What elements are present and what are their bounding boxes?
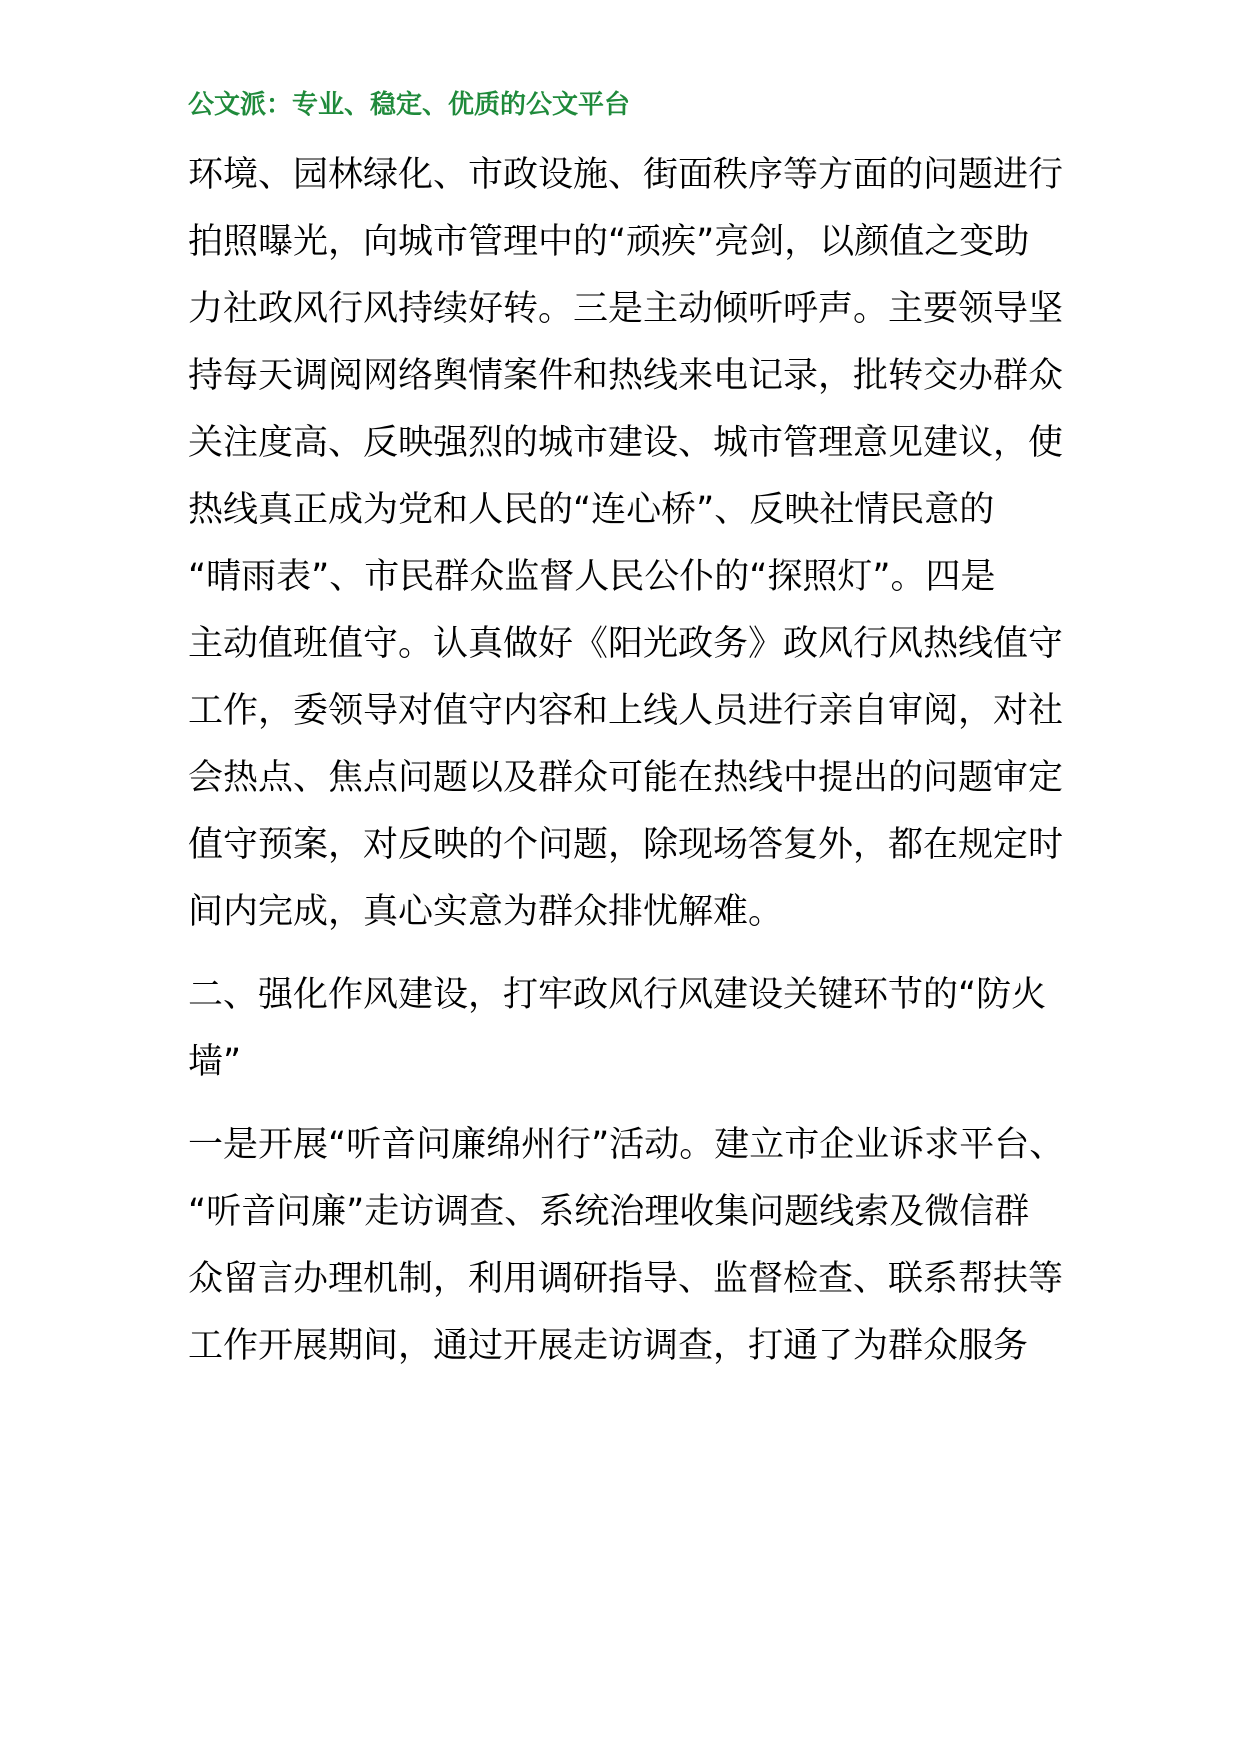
paragraph-line: 拍照曝光，向城市管理中的“顽疾”亮剑，以颜值之变助 <box>188 222 1030 262</box>
paragraph-line: 热线真正成为党和人民的“连心桥”、反映社情民意的 <box>188 490 995 530</box>
paragraph-line: 力社政风行风持续好转。三是主动倾听呼声。主要领导坚 <box>188 289 1064 329</box>
paragraph-line: 工作，委领导对值守内容和上线人员进行亲自审阅，对社 <box>188 691 1064 731</box>
paragraph-line: 持每天调阅网络舆情案件和热线来电记录，批转交办群众 <box>188 356 1064 396</box>
paragraph-line: 值守预案，对反映的个问题，除现场答复外，都在规定时 <box>188 825 1064 865</box>
paragraph-line: 间内完成，真心实意为群众排忧解难。 <box>188 892 784 932</box>
paragraph-line: 一是开展“听音问廉绵州行”活动。建立市企业诉求平台、 <box>188 1125 1065 1165</box>
paragraph-line: 众留言办理机制，利用调研指导、监督检查、联系帮扶等 <box>188 1259 1064 1299</box>
section-heading-line: 二、强化作风建设，打牢政风行风建设关键环节的“防火 <box>188 975 1047 1015</box>
section-heading-line: 墙” <box>188 1042 242 1082</box>
paragraph-line: “晴雨表”、市民群众监督人民公仆的“探照灯”。四是 <box>188 557 996 597</box>
paragraph-line: “听音问廉”走访调查、系统治理收集问题线索及微信群 <box>188 1192 1030 1232</box>
paragraph-line: 会热点、焦点问题以及群众可能在热线中提出的问题审定 <box>188 758 1064 798</box>
paragraph-line: 环境、园林绿化、市政设施、街面秩序等方面的问题进行 <box>188 155 1064 195</box>
paragraph-line: 关注度高、反映强烈的城市建设、城市管理意见建议，使 <box>188 423 1064 463</box>
paragraph-line: 工作开展期间，通过开展走访调查，打通了为群众服务 <box>188 1326 1029 1366</box>
paragraph-line: 主动值班值守。认真做好《阳光政务》政风行风热线值守 <box>188 624 1064 664</box>
document-header: 公文派：专业、稳定、优质的公文平台 <box>188 90 631 120</box>
